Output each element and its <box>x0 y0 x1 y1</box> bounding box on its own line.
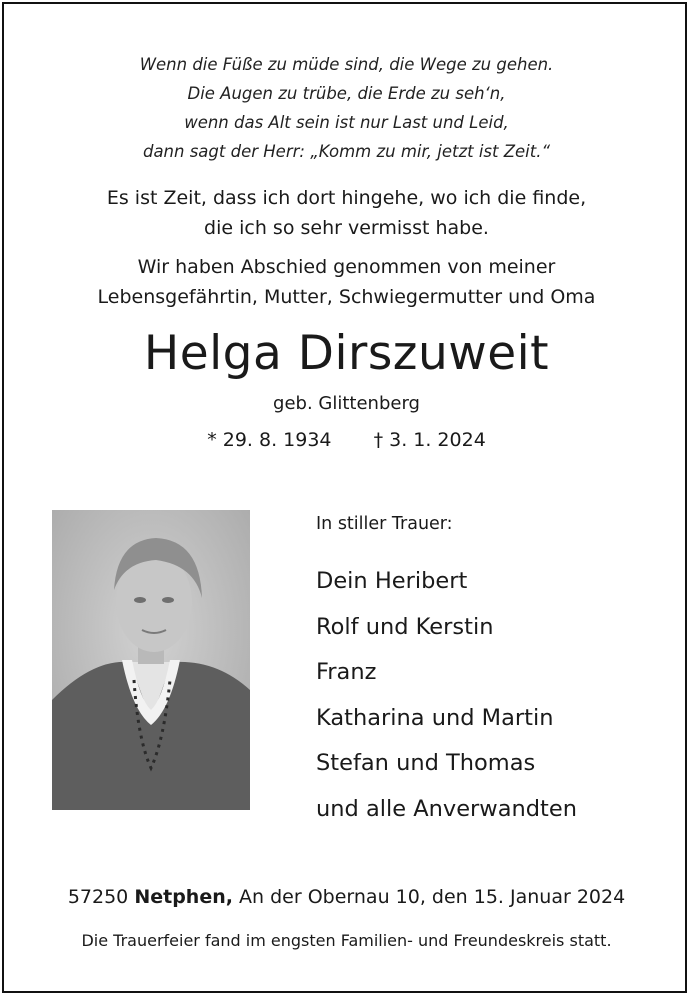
place-and-date <box>0 882 693 912</box>
city: Netphen, <box>134 886 233 908</box>
poem-line: Die Augen zu trübe, die Erde zu seh‘n, <box>187 84 506 103</box>
funeral-notice: Die Trauerfeier fand im engsten Familien- und Freundeskreis statt. <box>81 931 612 950</box>
mourners-list <box>316 559 577 832</box>
death-date: † 3. 1. 2024 <box>373 429 486 451</box>
birth-date: * 29. 8. 1934 <box>207 429 332 451</box>
mourner-name: Rolf und Kerstin <box>316 613 494 640</box>
mourner-name: Stefan und Thomas <box>316 750 536 776</box>
quote-line: Es ist Zeit, dass ich dort hingehe, wo ich die finde, <box>106 187 587 209</box>
life-dates <box>0 425 693 455</box>
mourner-name: Dein Heribert <box>316 568 468 594</box>
mourning-label: In stiller Trauer: <box>316 514 453 534</box>
intro-text <box>0 252 693 312</box>
poem-line: dann sagt der Herr: „Komm zu mir, jetzt ist Zeit.“ <box>142 142 551 161</box>
portrait-image <box>52 510 250 810</box>
portrait-photo <box>52 510 250 810</box>
poem <box>0 50 693 166</box>
intro-line: Wir haben Abschied genommen von meiner <box>137 256 556 278</box>
poem-line: Wenn die Füße zu müde sind, die Wege zu gehen. <box>139 55 554 74</box>
mourner-name: Franz <box>316 659 377 685</box>
quote <box>0 183 693 243</box>
mourner-name: Katharina und Martin <box>316 704 554 731</box>
birth-name: geb. Glittenberg <box>273 393 420 414</box>
quote-line: die ich so sehr vermisst habe. <box>204 217 489 239</box>
intro-line: Lebensgefährtin, Mutter, Schwiegermutter und Oma <box>97 286 596 308</box>
deceased-name: Helga Dirszuweit <box>143 326 550 381</box>
poem-line: wenn das Alt sein ist nur Last und Leid, <box>184 113 509 132</box>
address-date: An der Obernau 10, den 15. Januar 2024 <box>239 886 626 908</box>
zip-code: 57250 <box>67 886 129 908</box>
mourner-name: und alle Anverwandten <box>316 795 577 822</box>
